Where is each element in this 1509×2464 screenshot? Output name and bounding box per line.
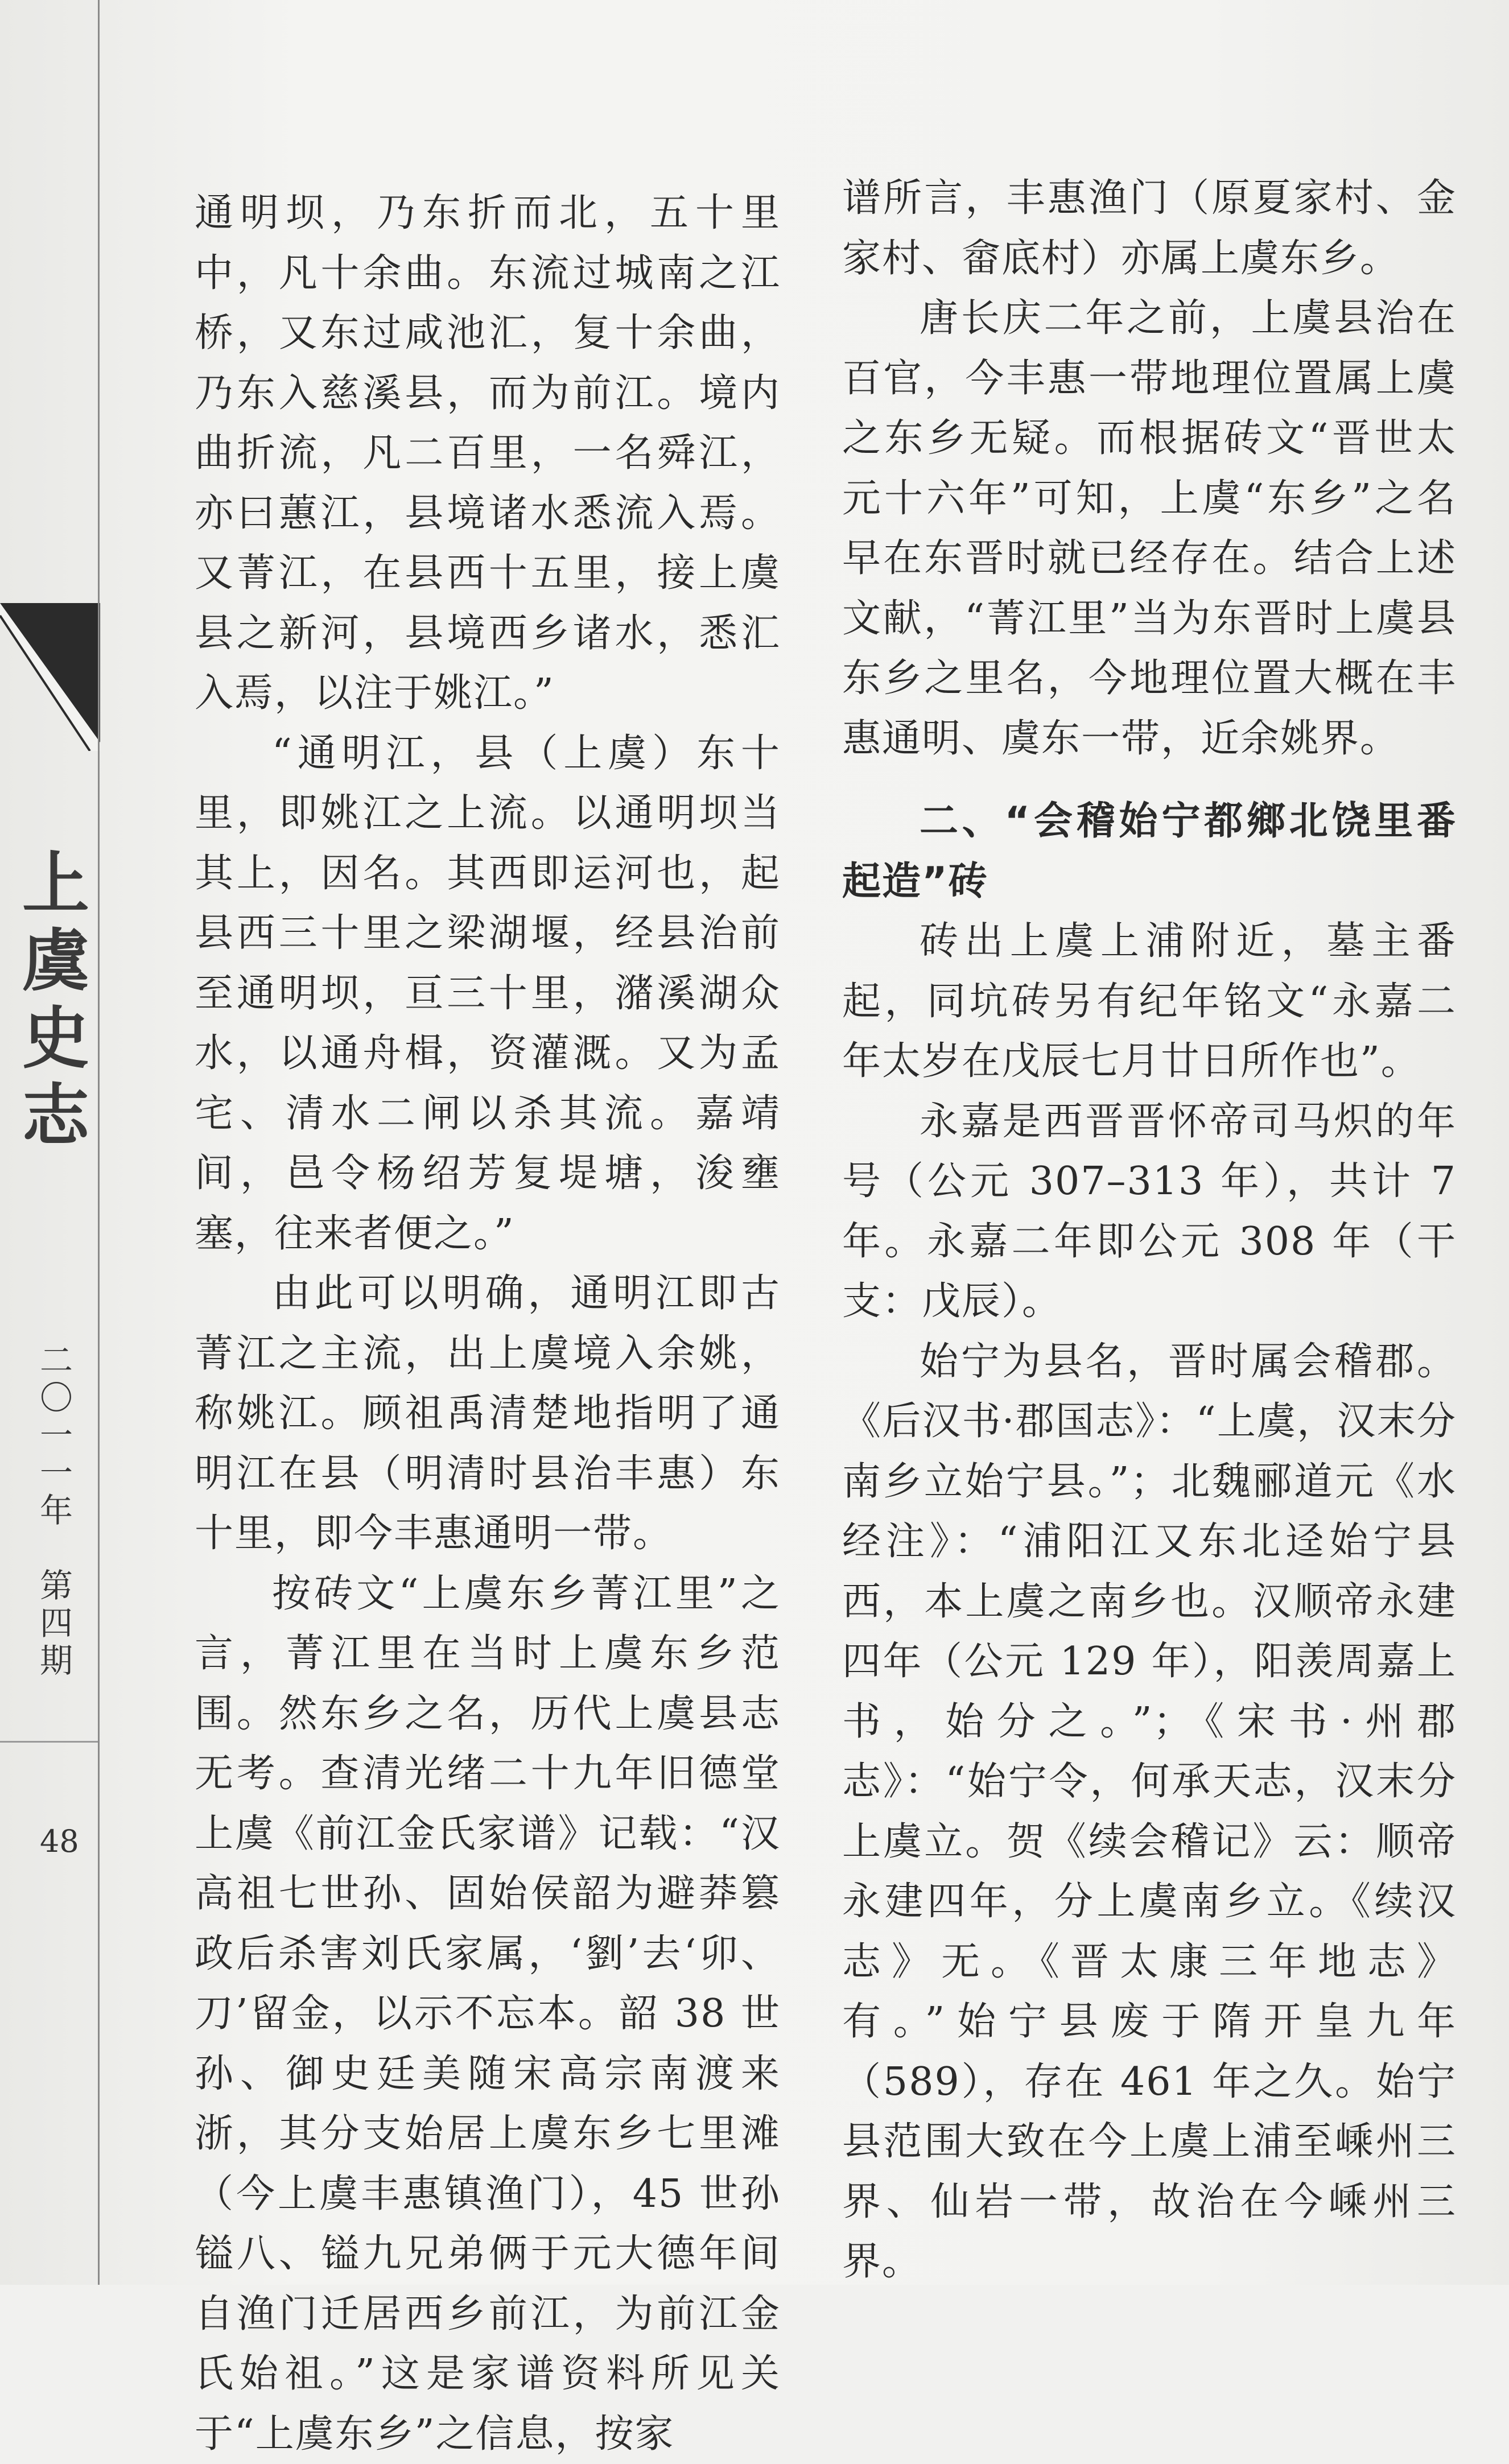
- paragraph: 砖出上虞上浦附近，墓主番起，同坑砖另有纪年铭文“永嘉二年太岁在戊辰七月廿日所作也”。: [842, 911, 1457, 1092]
- page-number: 48: [40, 1823, 79, 1859]
- paragraph: 谱所言，丰惠渔门（原夏家村、金家村、畲底村）亦属上虞东乡。: [842, 168, 1457, 288]
- section-heading: 二、“会稽始宁都鄉北饶里番起造”砖: [842, 791, 1457, 911]
- paragraph: 永嘉是西晋晋怀帝司马炽的年号（公元 307–313 年），共计 7 年。永嘉二年即公元 308 年（干支：戊辰）。: [842, 1092, 1457, 1332]
- sidebar-rule: [98, 0, 100, 2285]
- issue-label: 二〇一一年 第四期: [33, 1343, 73, 1681]
- paragraph: 按砖文“上虞东乡菁江里”之言，菁江里在当时上虞东乡范围。然东乡之名，历代上虞县志无考。查清光绪二十九年旧德堂上虞《前江金氏家谱》记载：“汉高祖七世孙、固始侯韶为避莽篡政后杀害刘氏家属，‘劉’去‘卯、刀’留金，以示不忘本。韶 38 世孙、御史廷美随宋高宗南渡来浙，其分支始居上虞东乡七里滩（今上虞丰惠镇渔门），45 世孙镒八、镒九兄弟俩于元大德年间自渔门迁居西乡前江，为前江金氏始祖。”这是家谱资料所见关于“上虞东乡”之信息，按家: [195, 1564, 781, 2464]
- paragraph: 始宁为县名，晋时属会稽郡。《后汉书·郡国志》：“上虞，汉末分南乡立始宁县。”；北魏郦道元《水经注》：“浦阳江又东北迳始宁县西，本上虞之南乡也。汉顺帝永建四年（公元 129 年），阳羡周嘉上书，始分之。”；《宋书·州郡志》：“始宁令，何承天志，汉末分上虞立。贺《续会稽记》云：顺帝永建四年，分上虞南乡立。《续汉志》无。《晋太康三年地志》有。”始宁县废于隋开皇九年（589），存在 461 年之久。始宁县范围大致在今上虞上浦至嵊州三界、仙岩一带，故治在今嵊州三界。: [842, 1332, 1457, 2292]
- sidebar: [0, 0, 100, 2285]
- decorative-triangle-band: [0, 603, 100, 751]
- paragraph: “通明江，县（上虞）东十里，即姚江之上流。以通明坝当其上，因名。其西即运河也，起县西三十里之梁湖堰，经县治前至通明坝，亘三十里，潴溪湖众水，以通舟楫，资灌溉。又为孟宅、清水二闸以杀其流。嘉靖间，邑令杨绍芳复堤塘，浚壅塞，往来者便之。”: [195, 724, 781, 1264]
- divider: [0, 1741, 100, 1743]
- left-column: [195, 183, 781, 2464]
- right-column: [842, 168, 1457, 2292]
- paragraph: 唐长庆二年之前，上虞县治在百官，今丰惠一带地理位置属上虞之东乡无疑。而根据砖文“晋世太元十六年”可知，上虞“东乡”之名早在东晋时就已经存在。结合上述文献，“菁江里”当为东晋时上虞县东乡之里名，今地理位置大概在丰惠通明、虞东一带，近余姚界。: [842, 288, 1457, 769]
- paragraph: 由此可以明确，通明江即古菁江之主流，出上虞境入余姚，称姚江。顾祖禹清楚地指明了通明江在县（明清时县治丰惠）东十里，即今丰惠通明一带。: [195, 1264, 781, 1564]
- paragraph: 通明坝，乃东折而北，五十里中，凡十余曲。东流过城南之江桥，又东过咸池汇，复十余曲，乃东入慈溪县，而为前江。境内曲折流，凡二百里，一名舜江，亦曰蕙江，县境诸水悉流入焉。又菁江，在县西十五里，接上虞县之新河，县境西乡诸水，悉汇入焉，以注于姚江。”: [195, 183, 781, 724]
- magazine-title: 上虞史志: [17, 848, 85, 1157]
